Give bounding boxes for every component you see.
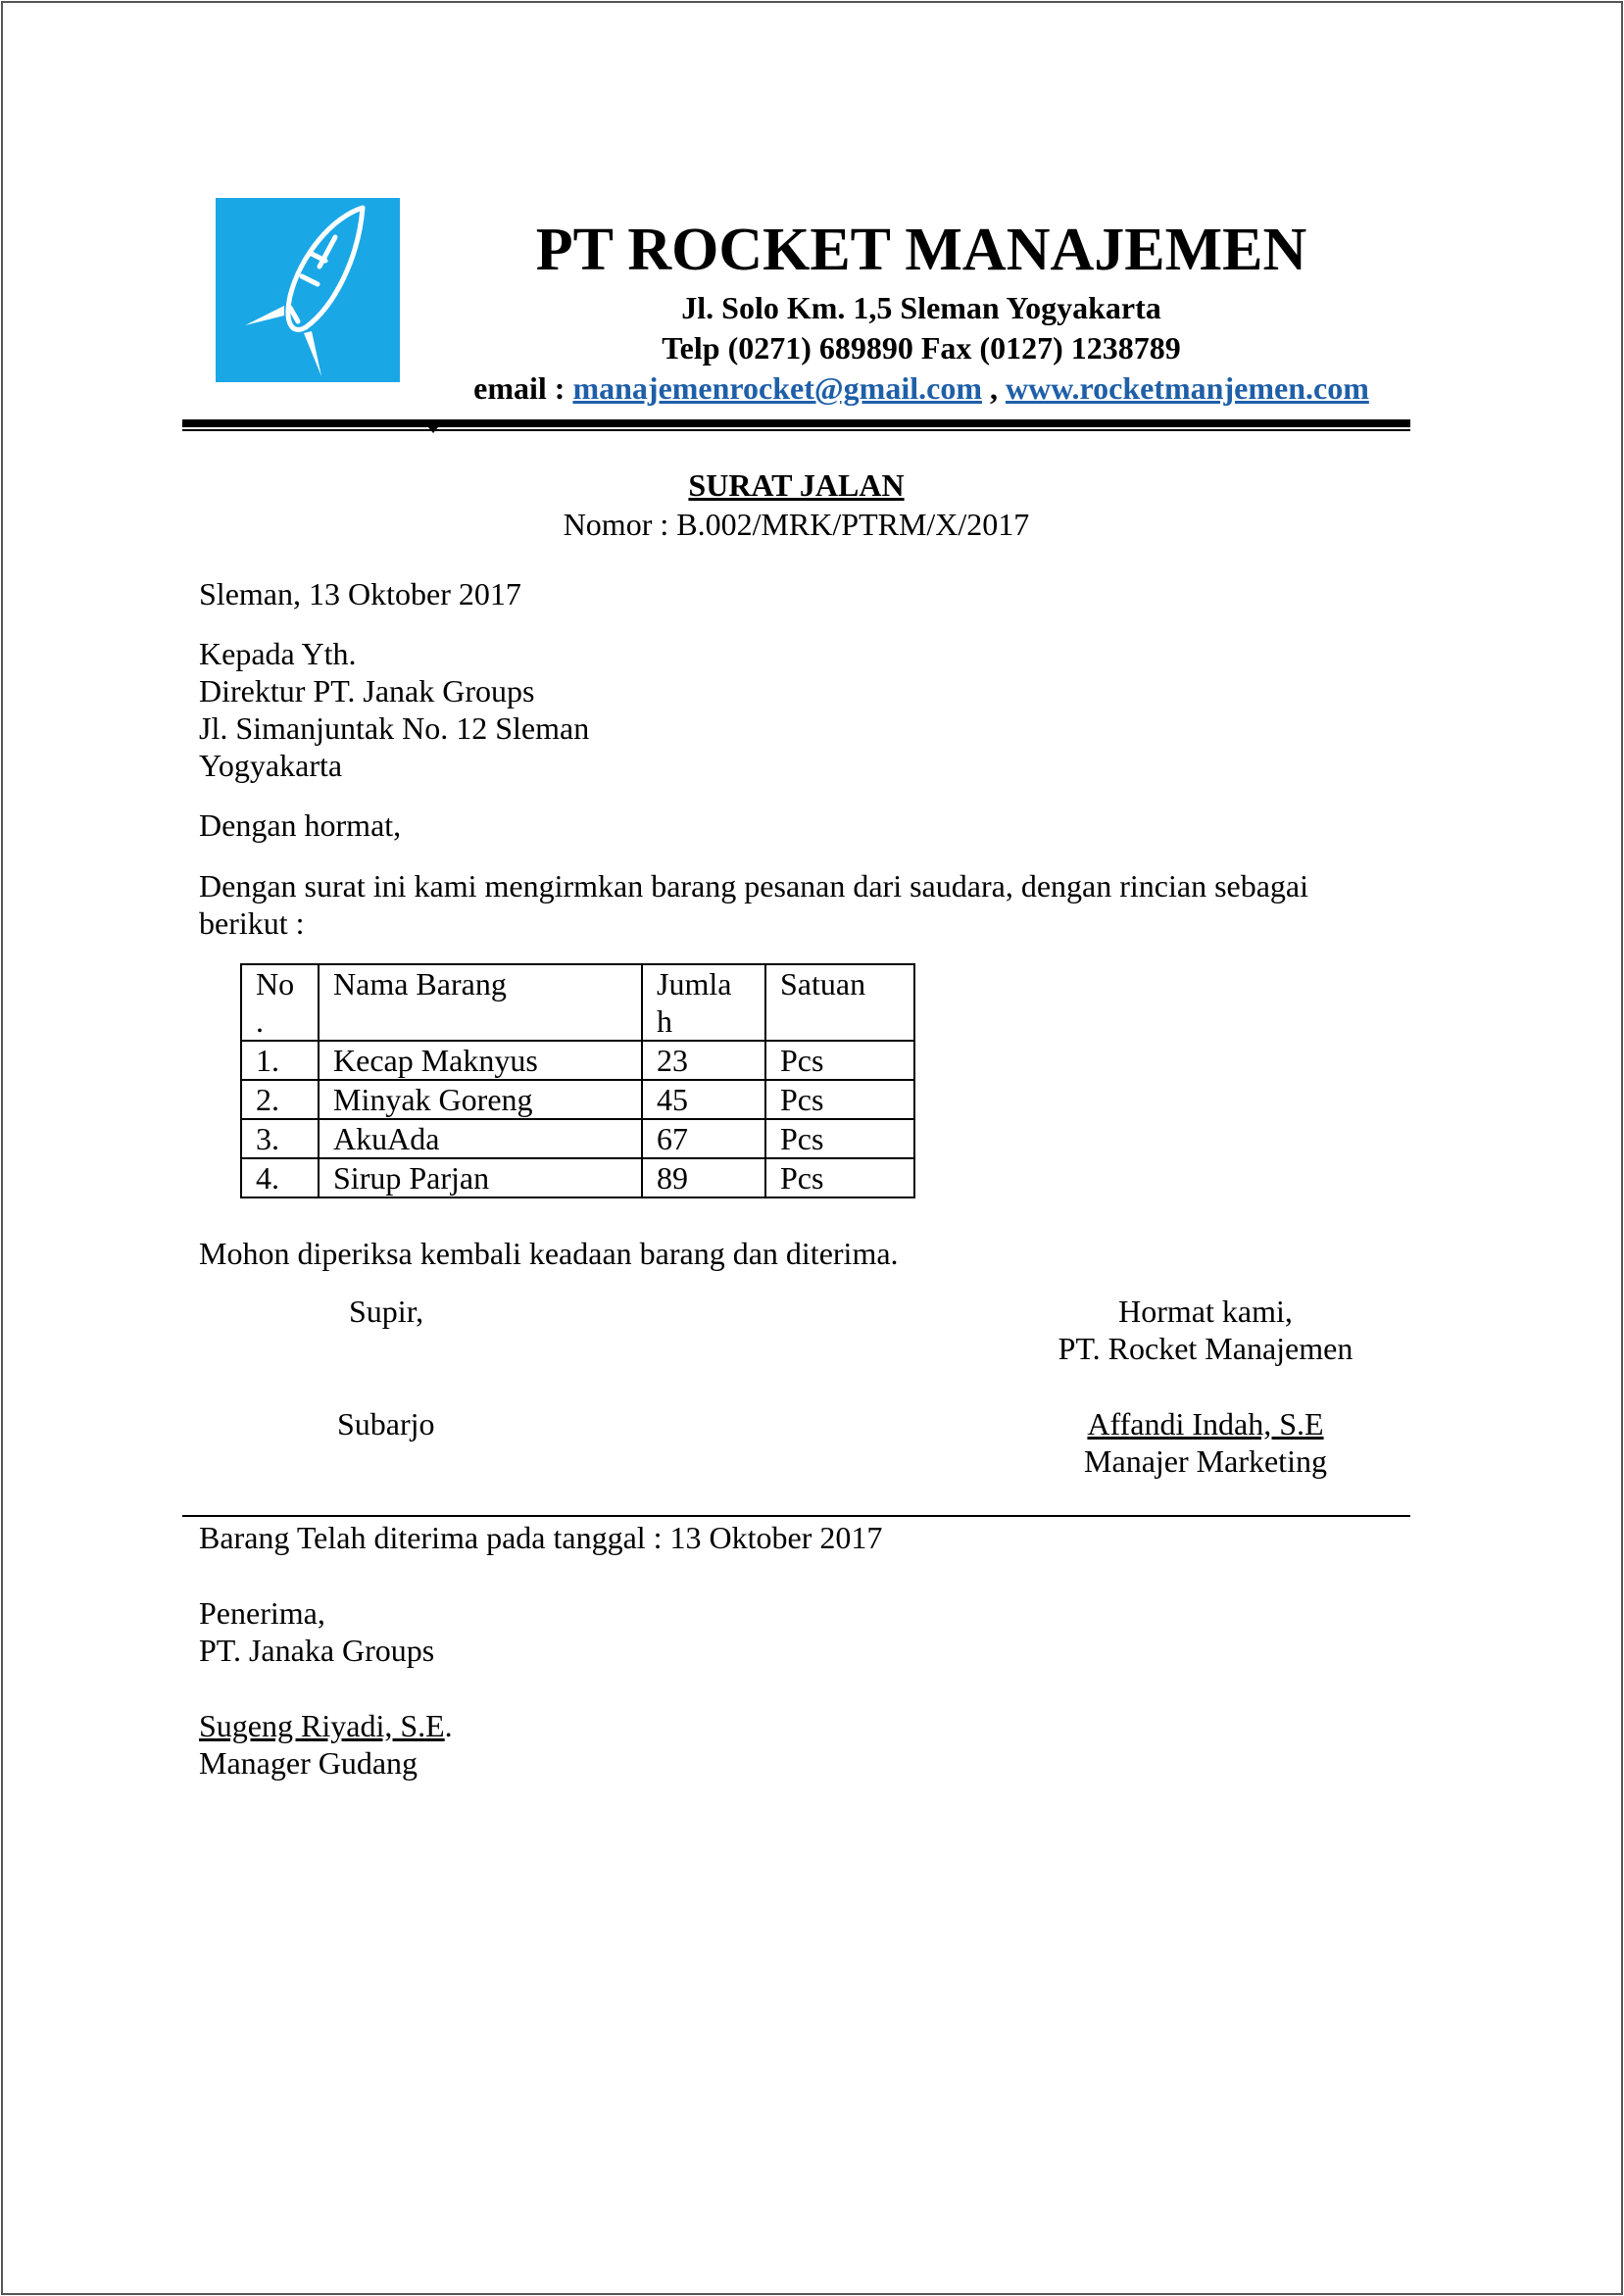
- recipient-line: Jl. Simanjuntak No. 12 Sleman: [199, 710, 590, 746]
- table-row: [241, 1080, 914, 1119]
- receiver-label: Penerima,: [199, 1595, 325, 1631]
- cell-qty: 89: [642, 1158, 765, 1197]
- sender-company: PT. Rocket Manajemen: [1058, 1331, 1353, 1366]
- receiver-name-suffix: .: [444, 1708, 453, 1743]
- letterhead-rule: [182, 419, 1410, 427]
- cell-name: AkuAda: [319, 1119, 642, 1158]
- cell-no: 2.: [241, 1080, 319, 1119]
- signature-divider: [182, 1515, 1410, 1517]
- cell-no: 1.: [241, 1041, 319, 1080]
- cell-name: Minyak Goreng: [319, 1080, 642, 1119]
- sender-name: Affandi Indah, S.E: [1087, 1406, 1324, 1441]
- letterhead-rule-thin: [182, 429, 1410, 431]
- document-title: SURAT JALAN: [688, 467, 905, 503]
- table-row: [241, 1119, 914, 1158]
- rocket-icon: [216, 198, 400, 382]
- receiver-signature: [199, 1707, 453, 1744]
- cell-name: Kecap Maknyus: [319, 1041, 642, 1080]
- receiver-name: Sugeng Riyadi, S.E: [199, 1708, 445, 1743]
- cell-unit: Pcs: [765, 1158, 914, 1197]
- cell-unit: Pcs: [765, 1041, 914, 1080]
- contact-separator: ,: [989, 370, 998, 406]
- items-table: [240, 963, 915, 1198]
- driver-label: Supir,: [349, 1294, 424, 1329]
- intro-text: Dengan surat ini kami mengirmkan barang pesanan dari saudara, dengan rincian sebagai: [199, 868, 1309, 904]
- document-number: Nomor : B.002/MRK/PTRM/X/2017: [563, 507, 1030, 542]
- cell-qty: 45: [642, 1080, 765, 1119]
- cell-unit: Pcs: [765, 1119, 914, 1158]
- company-name: PT ROCKET MANAJEMEN: [535, 217, 1307, 283]
- letterhead-notch: [423, 421, 443, 433]
- greeting: Dengan hormat,: [199, 807, 402, 843]
- cell-no: 4.: [241, 1158, 319, 1197]
- receiver-title: Manager Gudang: [199, 1745, 418, 1781]
- cell-qty: 23: [642, 1041, 765, 1080]
- recipient-line: Direktur PT. Janak Groups: [199, 673, 535, 708]
- cell-name: Sirup Parjan: [319, 1158, 642, 1197]
- recipient-line: Yogyakarta: [199, 748, 343, 783]
- sender-label: Hormat kami,: [1118, 1294, 1293, 1329]
- company-contact: [431, 367, 1411, 409]
- recipient-line: Kepada Yth.: [199, 636, 357, 671]
- header-no: No .: [241, 964, 319, 1041]
- receiver-company: PT. Janaka Groups: [199, 1633, 435, 1668]
- driver-name: Subarjo: [337, 1406, 435, 1441]
- company-address: Jl. Solo Km. 1,5 Sleman Yogyakarta: [681, 290, 1161, 325]
- table-row: [241, 1041, 914, 1080]
- header-name: Nama Barang: [319, 964, 642, 1041]
- letter-date: Sleman, 13 Oktober 2017: [199, 576, 521, 611]
- sender-signature: [1009, 1405, 1402, 1442]
- received-text: Barang Telah diterima pada tanggal : 13 Oktober 2017: [199, 1520, 883, 1555]
- header-unit: Satuan: [765, 964, 914, 1041]
- table-row: [241, 1158, 914, 1197]
- sender-title: Manajer Marketing: [1084, 1443, 1327, 1479]
- table-header-row: [241, 964, 914, 1041]
- cell-qty: 67: [642, 1119, 765, 1158]
- website-link[interactable]: www.rocketmanjemen.com: [1005, 370, 1369, 406]
- cell-no: 3.: [241, 1119, 319, 1158]
- intro-text: berikut :: [199, 905, 305, 941]
- email-link[interactable]: manajemenrocket@gmail.com: [572, 370, 982, 406]
- email-label: email :: [473, 370, 566, 406]
- header-qty: Jumla h: [642, 964, 765, 1041]
- company-phone-fax: Telp (0271) 689890 Fax (0127) 1238789: [662, 330, 1181, 366]
- cell-unit: Pcs: [765, 1080, 914, 1119]
- closing-text: Mohon diperiksa kembali keadaan barang dan diterima.: [199, 1236, 899, 1271]
